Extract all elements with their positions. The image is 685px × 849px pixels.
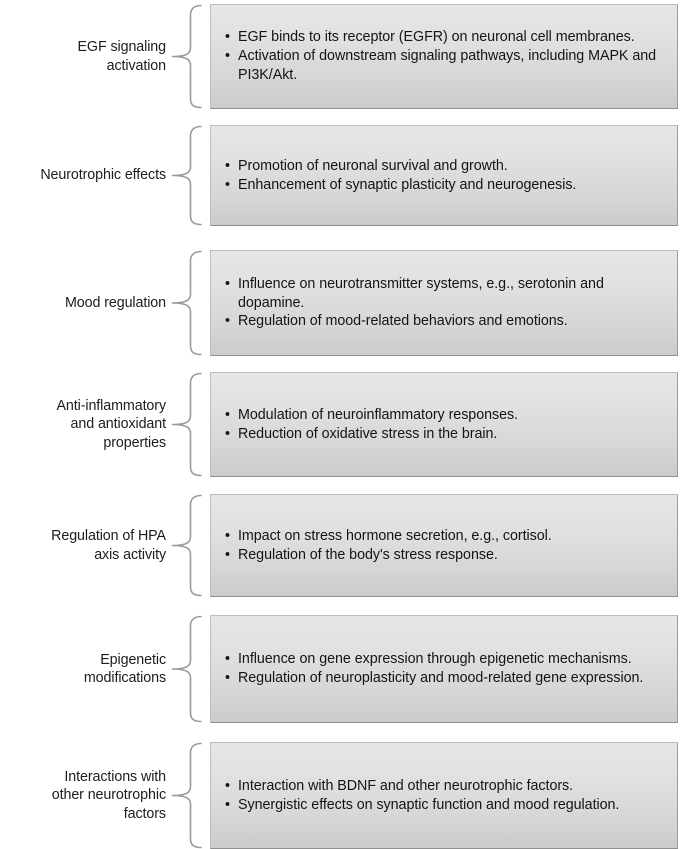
diagram-row [0, 125, 685, 226]
diagram-row [0, 372, 685, 477]
detail-box [210, 4, 678, 109]
detail-box [210, 494, 678, 597]
bullet-dot-icon: • [225, 425, 230, 442]
bullet-dot-icon: • [225, 406, 230, 423]
bullet-list [223, 275, 667, 331]
bullet-dot-icon: • [225, 527, 230, 544]
bullet-text: Reduction of oxidative stress in the brain. [238, 425, 498, 442]
bullet-item [223, 176, 667, 195]
bullet-item [223, 669, 667, 688]
bullet-list [223, 28, 667, 84]
row-label: Epigenetic modifications [83, 651, 166, 686]
curly-brace-icon [170, 250, 202, 356]
curly-brace-icon [170, 615, 202, 723]
bullet-text: Influence on neurotransmitter systems, e.g., serotonin and dopamine. [238, 275, 604, 311]
bullet-text: Interaction with BDNF and other neurotrophic factors. [238, 777, 574, 794]
bullet-dot-icon: • [225, 777, 230, 794]
bullet-text: Influence on gene expression through epigenetic mechanisms. [238, 651, 632, 668]
bullet-list [223, 527, 667, 564]
bullet-dot-icon: • [225, 29, 230, 46]
bullet-text: Activation of downstream signaling pathways, including MAPK and PI3K/Akt. [238, 48, 657, 83]
bullet-item [223, 157, 667, 176]
diagram-row [0, 250, 685, 356]
detail-box [210, 372, 678, 477]
curly-brace-icon [170, 494, 202, 597]
bullet-dot-icon: • [225, 157, 230, 174]
curly-brace-icon [170, 125, 202, 226]
bullet-item [223, 28, 667, 47]
detail-box [210, 742, 678, 849]
row-label: Neurotrophic effects [40, 167, 166, 184]
row-label: Interactions with other neurotrophic factors [51, 768, 166, 822]
bullet-dot-icon: • [225, 546, 230, 563]
row-label: EGF signaling activation [77, 39, 166, 74]
diagram-row [0, 494, 685, 597]
bullet-dot-icon: • [225, 176, 230, 193]
bullet-item [223, 650, 667, 669]
bullet-text: Synergistic effects on synaptic function and mood regulation. [238, 796, 620, 813]
bullet-dot-icon: • [225, 670, 230, 686]
bullet-item [223, 47, 667, 84]
bullet-item [223, 312, 667, 331]
detail-box [210, 615, 678, 723]
bullet-item [223, 546, 667, 565]
diagram-row [0, 4, 685, 109]
row-label: Regulation of HPA axis activity [51, 528, 166, 563]
curly-brace-icon [170, 4, 202, 109]
detail-box [210, 250, 678, 356]
bullet-dot-icon: • [225, 275, 230, 292]
bullet-dot-icon: • [225, 651, 230, 668]
bullet-item [223, 425, 667, 444]
bullet-item [223, 796, 667, 815]
row-label: Anti-inflammatory and antioxidant properties [56, 397, 166, 451]
bullet-dot-icon: • [225, 313, 230, 330]
bullet-text: Modulation of neuroinflammatory responses. [238, 406, 519, 423]
row-label: Mood regulation [64, 294, 166, 311]
bullet-text: Enhancement of synaptic plasticity and neurogenesis. [238, 176, 577, 193]
bullet-text: EGF binds to its receptor (EGFR) on neuronal cell membranes. [238, 29, 635, 46]
detail-box [210, 125, 678, 226]
bullet-text: Promotion of neuronal survival and growth. [238, 157, 508, 174]
bullet-item [223, 777, 667, 796]
diagram-row [0, 742, 685, 849]
bullet-list [223, 777, 667, 814]
bullet-text: Regulation of the body's stress response. [238, 546, 498, 563]
bullet-item [223, 275, 667, 312]
bullet-dot-icon: • [225, 48, 230, 65]
bullet-text: Regulation of neuroplasticity and mood-related gene expression. [238, 670, 644, 686]
bullet-item [223, 406, 667, 425]
bullet-list [223, 650, 667, 687]
diagram-row [0, 615, 685, 723]
curly-brace-icon [170, 372, 202, 477]
bullet-list [223, 157, 667, 194]
bullet-text: Impact on stress hormone secretion, e.g., cortisol. [238, 527, 552, 544]
bullet-list [223, 406, 667, 443]
bullet-text: Regulation of mood-related behaviors and emotions. [238, 313, 568, 330]
bullet-item [223, 527, 667, 546]
curly-brace-icon [170, 742, 202, 849]
bullet-dot-icon: • [225, 796, 230, 813]
